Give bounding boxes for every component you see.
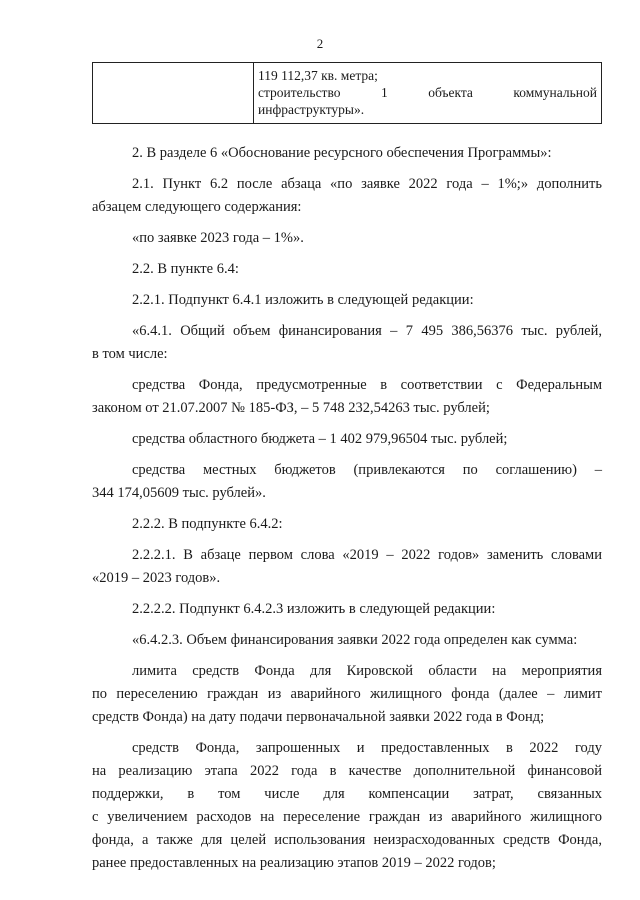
paragraph-line: средства местных бюджетов (привлекаются по соглашению) – [132,462,602,478]
paragraph-local-budgets [92,459,602,505]
paragraph-line: 2.1. Пункт 6.2 после абзаца «по заявке 2022 года – 1%;» дополнить [132,176,602,192]
paragraph-line: «6.4.1. Общий объем финансирования – 7 495 386,56376 тыс. рублей, [132,323,602,339]
paragraph-line: 2.2.2. В подпункте 6.4.2: [132,516,283,532]
continuation-table [92,62,602,124]
paragraph-2-1 [92,173,602,219]
paragraph-line: законом от 21.07.2007 № 185-ФЗ, – 5 748 232,54263 тыс. рублей; [92,400,490,416]
table-line-infrastructure: инфраструктуры». [258,102,365,117]
paragraph-quote-2023 [92,227,602,250]
paragraph-line: «2019 – 2023 годов». [92,570,221,586]
paragraph-line: средства областного бюджета – 1 402 979,96504 тыс. рублей; [132,431,508,447]
paragraph-line: на реализацию этапа 2022 года в качестве дополнительной финансовой [92,763,602,779]
paragraph-line: в том числе: [92,346,168,362]
paragraph-line: средств Фонда) на дату подачи первоначальной заявки 2022 года в Фонд; [92,709,545,725]
paragraph-line: лимита средств Фонда для Кировской области на мероприятия [132,663,602,679]
table-left-cell [93,63,254,123]
paragraph-line: ранее предоставленных на реализацию этапов 2019 – 2022 годов; [92,855,496,871]
paragraph-line: средства Фонда, предусмотренные в соответствии с Федеральным [132,377,602,393]
page-number: 2 [316,36,324,51]
paragraph-2-2-1 [92,289,602,312]
paragraph-2-2 [92,258,602,281]
table-right-cell [254,63,601,123]
paragraph-2-2-2-2 [92,598,602,621]
paragraph-line: абзацем следующего содержания: [92,199,302,215]
paragraph-fund-requested [92,737,602,875]
paragraph-line: 344 174,05609 тыс. рублей». [92,485,266,501]
paragraph-6-4-2-3 [92,629,602,652]
paragraph-line: 2. В разделе 6 «Обоснование ресурсного обеспечения Программы»: [132,145,552,161]
table-line-construction [258,84,597,101]
paragraph-line: с увеличением расходов на переселение граждан из аварийного жилищного [92,809,602,825]
paragraph-line: 2.2.2.2. Подпункт 6.4.2.3 изложить в следующей редакции: [132,601,496,617]
paragraph-line: 2.2.2.1. В абзаце первом слова «2019 – 2022 годов» заменить словами [132,547,602,563]
paragraph-regional-budget [92,428,602,451]
table-word: строительство [258,85,341,100]
table-line-area: 119 112,37 кв. метра; [258,68,378,83]
table-word: 1 [380,85,388,100]
paragraph-2-2-2-1 [92,544,602,590]
document-body [92,142,602,883]
paragraph-line: по переселению граждан из аварийного жилищного фонда (далее – лимит [92,686,602,702]
paragraph-line: «6.4.2.3. Объем финансирования заявки 2022 года определен как сумма: [132,632,578,648]
paragraph-2-2-2 [92,513,602,536]
paragraph-fund-limit [92,660,602,729]
paragraph-line: 2.2.1. Подпункт 6.4.1 изложить в следующей редакции: [132,292,474,308]
paragraph-line: 2.2. В пункте 6.4: [132,261,239,277]
paragraph-fund-means [92,374,602,420]
paragraph-line: фонда, а также для целей использования неизрасходованных средств Фонда, [92,832,602,848]
paragraph-line: поддержки, в том числе для компенсации затрат, связанных [92,786,602,802]
paragraph-line: средств Фонда, запрошенных и предоставленных в 2022 году [132,740,602,756]
paragraph-6-4-1 [92,320,602,366]
paragraph-section-6 [92,142,602,165]
paragraph-line: «по заявке 2023 года – 1%». [132,230,304,246]
table-word: коммунальной [513,85,597,100]
table-word: объекта [428,85,473,100]
